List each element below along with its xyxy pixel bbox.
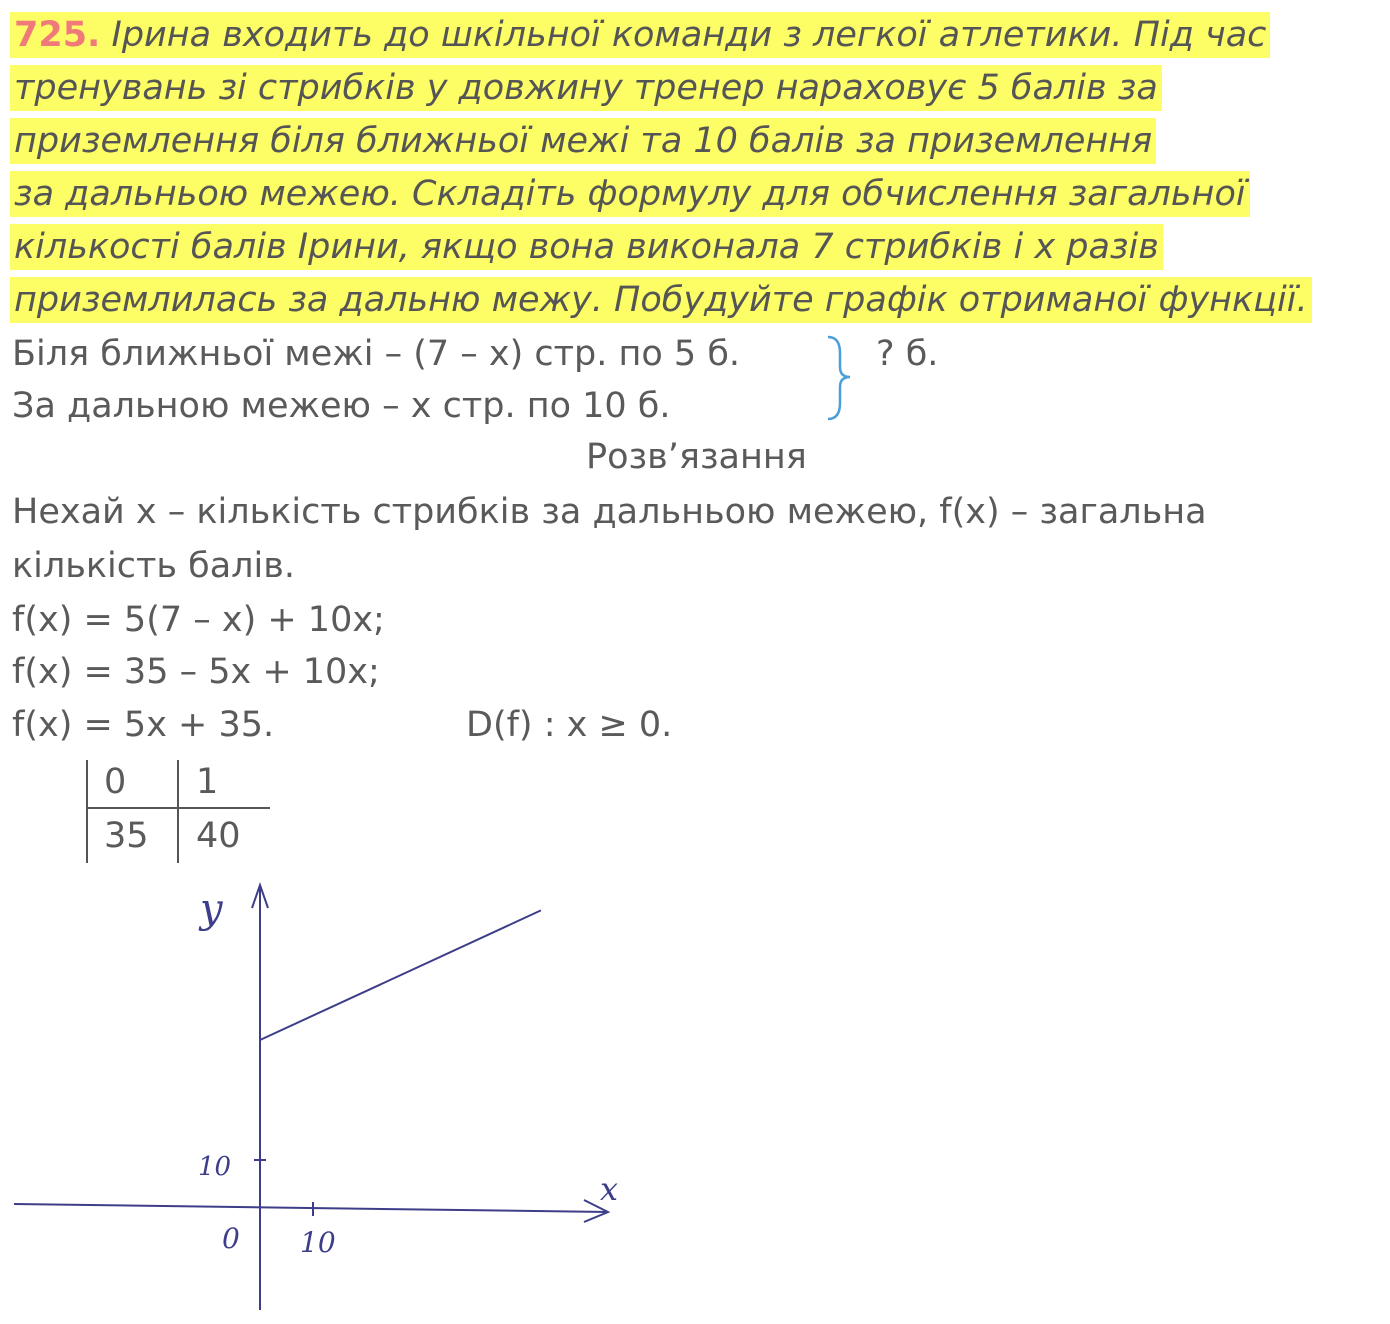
table-y-1: 40 <box>196 816 241 856</box>
y-tick-label: 10 <box>198 1152 232 1182</box>
condition-near: Біля ближньої межі – (7 – x) стр. по 5 б. <box>12 334 741 374</box>
task-line-4: за дальньою межею. Складіть формулу для обчислення загальної <box>10 171 1250 217</box>
table-y-0: 35 <box>104 816 149 856</box>
table-x-1: 1 <box>196 762 219 802</box>
task-line-5: кількості балів Ірини, якщо вона виконала 7 стрибків і x разів <box>10 224 1163 270</box>
task-statement <box>10 12 1380 330</box>
function-line <box>260 910 541 1040</box>
domain-statement: D(f) : x ≥ 0. <box>466 705 673 745</box>
question-total-points: ? б. <box>876 334 939 374</box>
curly-brace <box>818 333 858 423</box>
solution-intro-1: Нехай x – кількість стрибків за дальньою межею, f(x) – загальна <box>12 492 1207 532</box>
equation-3: f(x) = 5x + 35. <box>12 705 275 745</box>
task-line-1: 725. Ірина входить до шкільної команди з легкої атлетики. Під час <box>10 12 1270 58</box>
task-line-2: тренувань зі стрибків у довжину тренер нараховує 5 балів за <box>10 65 1162 111</box>
table-x-0: 0 <box>104 762 127 802</box>
x-axis-label: x <box>600 1170 619 1208</box>
equation-1: f(x) = 5(7 – x) + 10x; <box>12 600 385 640</box>
function-graph <box>0 860 640 1320</box>
task-line-3: приземлення біля ближньої межі та 10 балів за приземлення <box>10 118 1156 164</box>
solution-intro-2: кількість балів. <box>12 546 295 586</box>
solution-heading: Розв’язання <box>586 437 807 477</box>
x-tick-label: 10 <box>300 1226 336 1259</box>
task-line-6: приземлилась за дальню межу. Побудуйте графік отриманої функції. <box>10 277 1312 323</box>
y-axis-label: y <box>200 886 223 932</box>
task-number: 725. <box>14 15 101 55</box>
condition-far: За дальною межею – x стр. по 10 б. <box>12 386 671 426</box>
origin-label: 0 <box>222 1222 240 1255</box>
x-axis <box>14 1204 608 1212</box>
equation-2: f(x) = 35 – 5x + 10x; <box>12 652 380 692</box>
